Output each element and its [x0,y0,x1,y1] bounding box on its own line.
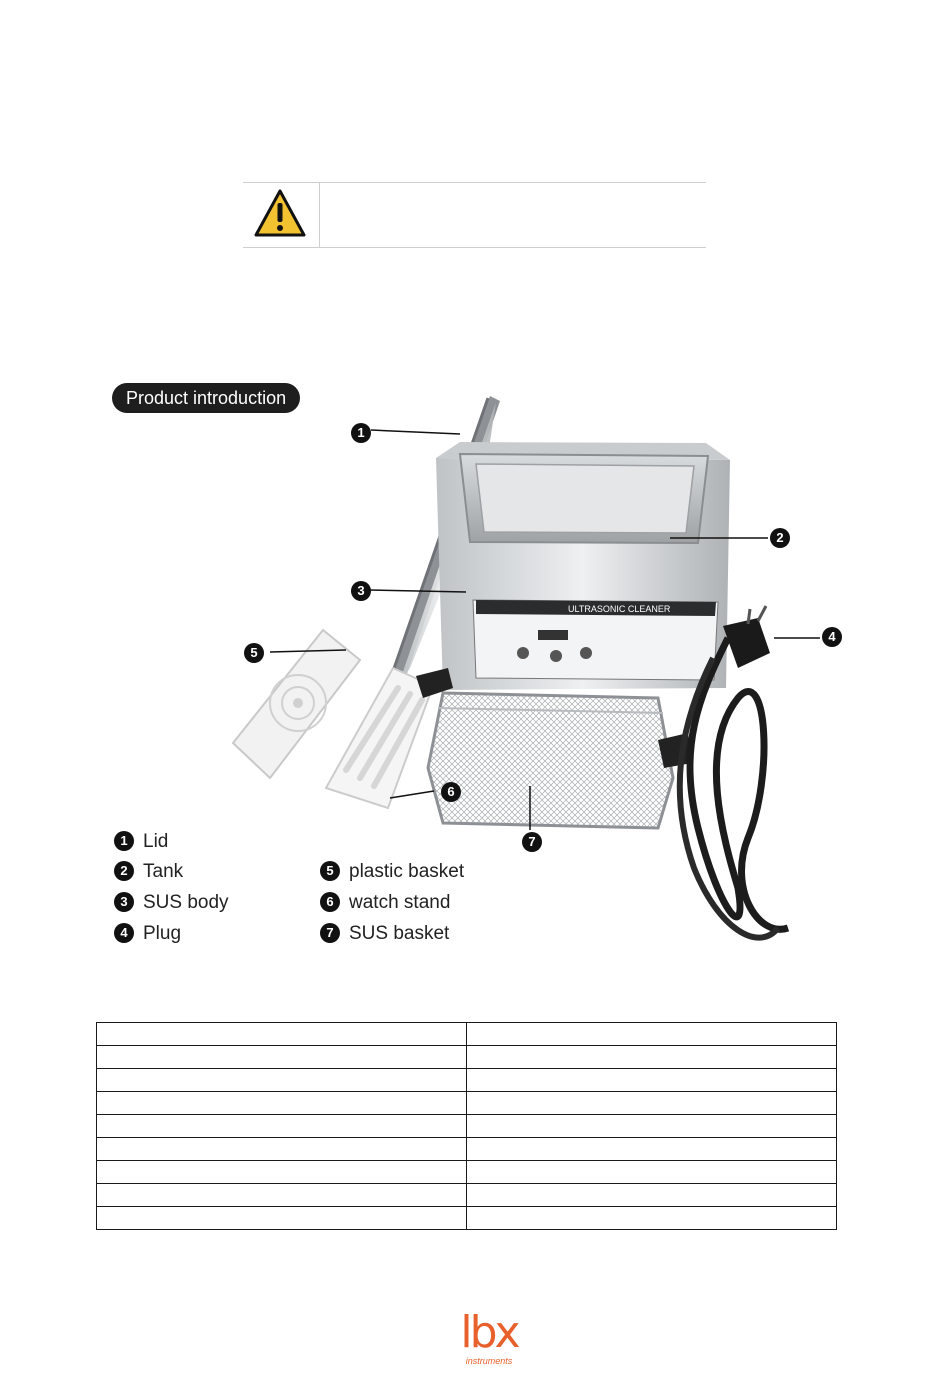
legend-item-watch-stand [320,891,450,915]
logo-subtitle: instruments [465,1356,513,1366]
table-row [97,1161,837,1184]
legend-number: 1 [114,831,134,851]
warning-box [243,182,706,248]
legend-number: 5 [320,861,340,881]
legend-item-plastic-basket [320,860,464,884]
legend-label: SUS basket [349,923,450,944]
legend-label: Tank [143,861,184,882]
product-figure [98,368,836,962]
legend-label: Plug [143,923,182,944]
table-cell [467,1046,837,1069]
device-label: ULTRASONIC CLEANER [568,604,671,614]
legend-number: 2 [114,861,134,881]
table-row [97,1023,837,1046]
legend-number: 4 [114,923,134,943]
legend-item-sus-basket [320,922,449,946]
table-row [97,1069,837,1092]
table-cell [97,1115,467,1138]
watch-stand [326,668,433,808]
table-cell [467,1207,837,1230]
legend-item-plug [114,922,181,946]
table-cell [467,1092,837,1115]
legend-label: Lid [143,831,169,852]
callout-3: 3 [351,581,371,601]
warning-icon-cell [243,183,320,247]
table-row [97,1207,837,1230]
callout-2: 2 [770,528,790,548]
callout-6: 6 [441,782,461,802]
callout-1: 1 [351,423,371,443]
table-cell [467,1023,837,1046]
table-cell [97,1069,467,1092]
table-row [97,1184,837,1207]
table-row [97,1138,837,1161]
table-cell [97,1184,467,1207]
legend-label: plastic basket [349,861,465,882]
table-cell [97,1207,467,1230]
table-cell [97,1092,467,1115]
legend-label: SUS body [143,892,229,913]
logo-mark: lbx [460,1307,518,1358]
legend-number: 7 [320,923,340,943]
sus-basket [416,668,692,828]
table-cell [97,1023,467,1046]
legend-item-lid [114,830,168,854]
table-row [97,1046,837,1069]
table-cell [467,1184,837,1207]
callout-5: 5 [244,643,264,663]
callout-4: 4 [822,627,842,647]
legend-item-tank [114,860,183,884]
table-cell [467,1161,837,1184]
table-row [97,1092,837,1115]
brand-logo [452,1307,526,1370]
table-cell [97,1138,467,1161]
legend-number: 3 [114,892,134,912]
table-cell [467,1138,837,1161]
table-cell [467,1069,837,1092]
section-title-pill: Product introduction [112,383,300,413]
table-row [97,1115,837,1138]
table-cell [467,1115,837,1138]
callout-7: 7 [522,832,542,852]
spec-table [96,1022,837,1230]
legend-item-sus-body [114,891,229,915]
legend-label: watch stand [349,892,451,913]
legend-number: 6 [320,892,340,912]
warning-triangle-icon [253,188,307,240]
table-cell [97,1046,467,1069]
table-cell [97,1161,467,1184]
